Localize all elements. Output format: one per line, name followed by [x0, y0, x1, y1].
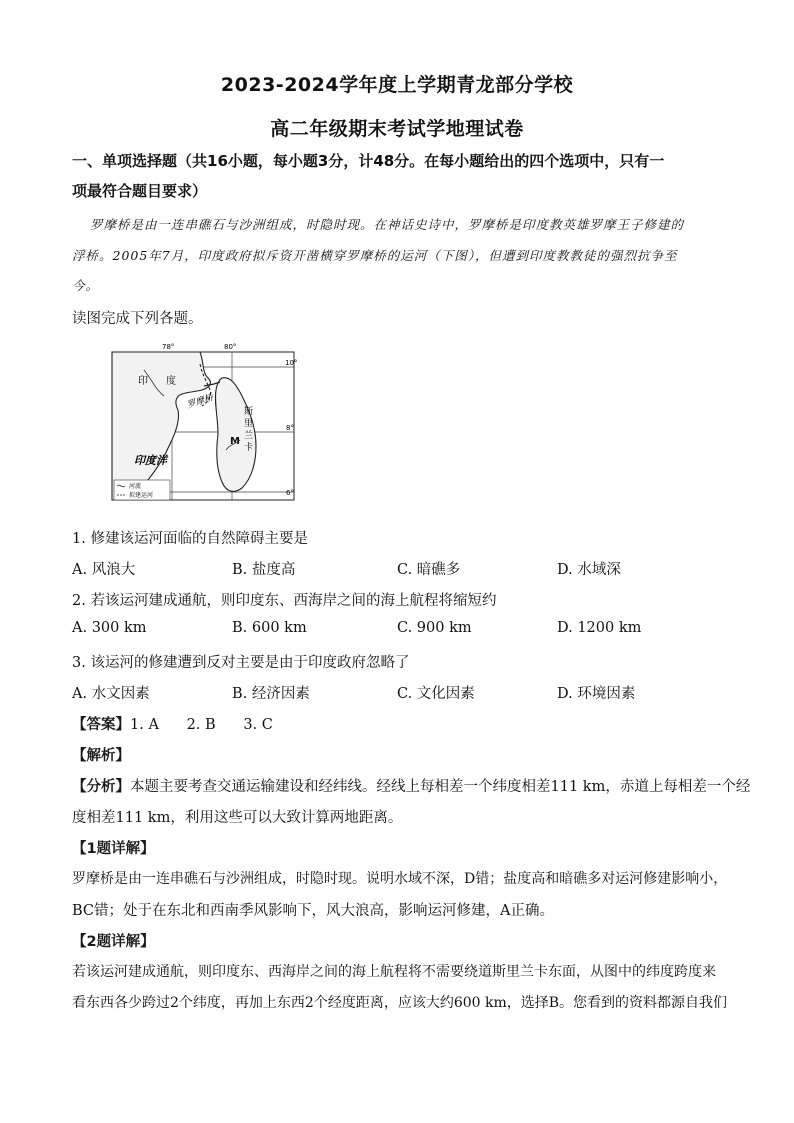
srilanka-label-4: 卡 — [244, 443, 254, 453]
lat-10-label: 10° — [285, 359, 298, 367]
answer-line — [72, 713, 732, 734]
srilanka-label-1: 斯 — [244, 407, 254, 417]
lat-6-label: 6° — [286, 489, 294, 497]
q2-option-c: C. 900 km — [397, 620, 472, 636]
section-heading-line1: 一、单项选择题（共16小题，每小题3分，计48分。在每小题给出的四个选项中，只有一 — [72, 152, 665, 170]
passage-line1: 罗摩桥是由一连串礁石与沙洲组成，时隐时现。在神话史诗中，罗摩桥是印度教英雄罗摩王子修建的 — [90, 217, 685, 232]
lon-78-label: 78° — [162, 343, 175, 351]
q2-option-d: D. 1200 km — [557, 620, 642, 636]
ramsetu-label: 罗摩桥 — [185, 392, 215, 411]
srilanka-label-3: 兰 — [244, 431, 254, 441]
ocean-label: 印度洋 — [134, 454, 167, 467]
india-coastline — [112, 352, 210, 500]
overview-text-1: 本题主要考查交通运输建设和经纬线。经线上每相差一个纬度相差111 km，赤道上每相差一个经 — [130, 779, 751, 795]
q2-detail-line2: 看东西各少跨过2个纬度，再加上东西2个经度距离，应该大约600 km，选择B。您看到的资料都源自我们 — [72, 995, 728, 1011]
q3-option-b: B. 经济因素 — [232, 686, 310, 702]
legend-canal-label: 拟建运河 — [129, 492, 154, 499]
q3-option-c: C. 文化因素 — [397, 686, 475, 702]
legend-river-label: 河流 — [129, 483, 142, 490]
section-heading-line2: 项最符合题目要求） — [72, 182, 208, 200]
overview-line1 — [72, 775, 751, 796]
q1-detail-line1: 罗摩桥是由一连串礁石与沙洲组成，时隐时现。说明水域不深，D错；盐度高和暗礁多对运河修建影响小， — [72, 871, 728, 887]
overview-line2: 度相差111 km，利用这些可以大致计算两地距离。 — [72, 810, 403, 826]
lon-80-label: 80° — [224, 343, 237, 351]
india-label-1: 印 — [138, 376, 148, 387]
question-2-stem: 2. 若该运河建成通航，则印度东、西海岸之间的海上航程将缩短约 — [72, 593, 497, 609]
exam-subtitle: 高二年级期末考试学地理试卷 — [270, 118, 524, 140]
question-3-stem: 3. 该运河的修建遭到反对主要是由于印度政府忽略了 — [72, 655, 410, 671]
q2-option-b: B. 600 km — [232, 620, 307, 636]
answer-values: 1. A 2. B 3. C — [130, 717, 273, 733]
q2-detail-line1: 若该运河建成通航，则印度东、西海岸之间的海上航程将不需要绕道斯里兰卡东面，从图中的纬度跨度来 — [72, 964, 716, 980]
q1-option-a: A. 风浪大 — [72, 562, 136, 578]
ramsetu-map — [104, 340, 304, 508]
lat-8-label: 8° — [286, 424, 294, 432]
q1-detail-line2: BC错；处于在东北和西南季风影响下，风大浪高，影响运河修建，A正确。 — [72, 903, 554, 919]
exam-title: 2023-2024学年度上学期青龙部分学校 — [220, 74, 574, 96]
analysis-label: 【解析】 — [72, 748, 130, 764]
india-label-2: 度 — [166, 376, 176, 387]
q2-option-a: A. 300 km — [72, 620, 147, 636]
q1-option-b: B. 盐度高 — [232, 562, 296, 578]
overview-label: 【分析】 — [72, 779, 130, 795]
srilanka-label-2: 里 — [244, 419, 254, 429]
q2-detail-label: 【2题详解】 — [72, 934, 155, 950]
passage-prompt: 读图完成下列各题。 — [72, 311, 203, 327]
q1-option-c: C. 暗礁多 — [397, 562, 461, 578]
answer-label: 【答案】 — [72, 717, 130, 733]
passage-line2: 浮桥。2005年7月，印度政府拟斥资开凿横穿罗摩桥的运河（下图），但遭到印度教教徒的强烈抗争至 — [72, 248, 678, 263]
question-1-stem: 1. 修建该运河面临的自然障碍主要是 — [72, 531, 308, 547]
q1-option-d: D. 水域深 — [557, 562, 621, 578]
q1-detail-label: 【1题详解】 — [72, 841, 155, 857]
q3-option-a: A. 水文因素 — [72, 686, 150, 702]
canal-point-m: M — [230, 436, 240, 447]
passage-line3: 今。 — [72, 278, 100, 293]
q3-option-d: D. 环境因素 — [557, 686, 636, 702]
